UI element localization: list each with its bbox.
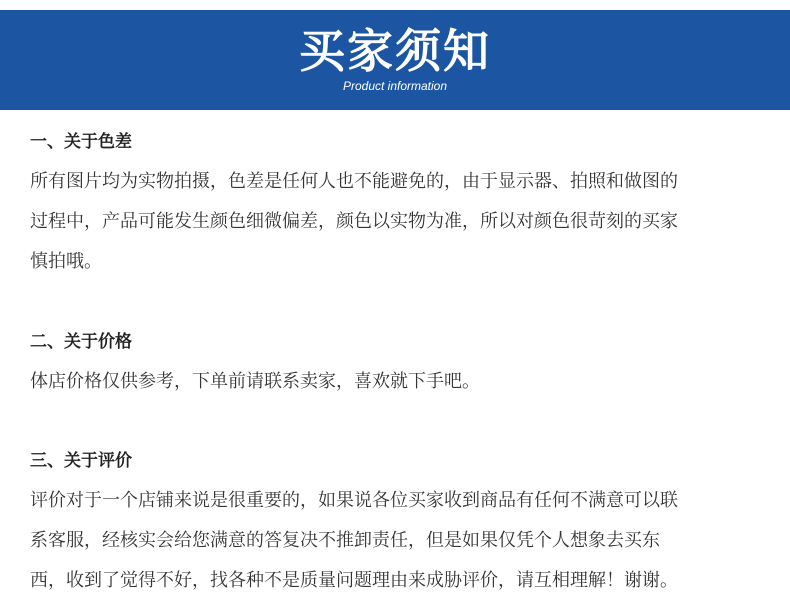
banner-subtitle: Product information xyxy=(342,79,448,93)
body-line: 西，收到了觉得不好，找各种不是质量问题理由来成胁评价，请互相理解！谢谢。 xyxy=(30,570,678,591)
body-line: 体店价格仅供参考，下单前请联系卖家，喜欢就下手吧。 xyxy=(30,371,480,392)
section-color-difference xyxy=(30,130,765,282)
section-price xyxy=(30,330,765,402)
header-banner xyxy=(0,10,790,110)
section-review xyxy=(30,449,765,601)
section-heading: 一、关于色差 xyxy=(30,132,132,152)
body-line: 慎拍哦。 xyxy=(30,251,102,272)
body-line: 所有图片均为实物拍摄，色差是任何人也不能避免的，由于显示器、拍照和做图的 xyxy=(30,171,678,192)
section-body xyxy=(30,481,765,601)
section-body xyxy=(30,362,765,402)
section-heading: 二、关于价格 xyxy=(30,332,132,352)
body-line: 过程中，产品可能发生颜色细微偏差，颜色以实物为准，所以对颜色很苛刻的买家 xyxy=(30,211,678,232)
section-body xyxy=(30,162,765,282)
section-heading: 三、关于评价 xyxy=(30,451,132,471)
body-line: 评价对于一个店铺来说是很重要的，如果说各位买家收到商品有任何不满意可以联 xyxy=(30,490,678,511)
banner-title: 买家须知 xyxy=(299,24,491,78)
body-line: 系客服，经核实会给您满意的答复决不推卸责任，但是如果仅凭个人想象去买东 xyxy=(30,530,660,551)
